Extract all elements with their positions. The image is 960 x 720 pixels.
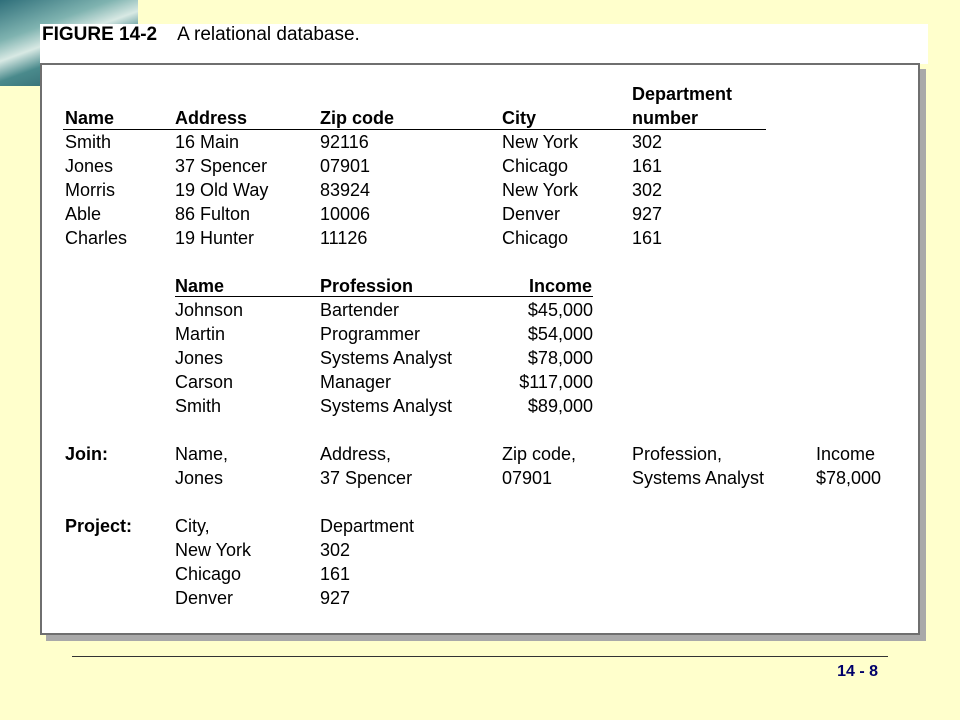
table2-cell: $54,000 — [527, 324, 593, 344]
join-header: Address, — [320, 444, 392, 464]
table2-cell: Systems Analyst — [320, 348, 453, 368]
table1-header-rule — [63, 129, 766, 130]
table1-cell: 92116 — [320, 132, 369, 152]
table1-cell: 16 Main — [175, 132, 240, 152]
join-cell: Jones — [175, 468, 224, 488]
table1-cell: 83924 — [320, 180, 371, 200]
table1-cell: 302 — [632, 180, 663, 200]
table2-cell: $45,000 — [527, 300, 593, 320]
join-cell: Systems Analyst — [632, 468, 765, 488]
table2-cell: Johnson — [175, 300, 244, 320]
project-header: Department — [320, 516, 415, 536]
project-label: Project: — [65, 516, 133, 536]
table2-header-rule — [175, 296, 593, 297]
project-cell: Chicago — [175, 564, 242, 584]
table2-cell: Smith — [175, 396, 222, 416]
table1-header-name: Name — [65, 108, 115, 128]
slide-number: 14 - 8 — [837, 663, 878, 680]
figure-title: A relational database. — [177, 24, 360, 45]
table1-cell: 10006 — [320, 204, 371, 224]
table1-cell: Jones — [65, 156, 114, 176]
table1-cell: 11126 — [320, 228, 368, 248]
table2-header-name: Name — [175, 276, 225, 296]
table2-cell: $89,000 — [527, 396, 593, 416]
table2-cell: $78,000 — [527, 348, 593, 368]
table1-cell: 19 Hunter — [175, 228, 255, 248]
table1-cell: 37 Spencer — [175, 156, 268, 176]
figure-caption — [42, 24, 360, 46]
project-cell: 302 — [320, 540, 351, 560]
join-header: Name, — [175, 444, 229, 464]
join-cell: 37 Spencer — [320, 468, 413, 488]
table2-cell: $117,000 — [519, 372, 593, 392]
table1-header-number: number — [632, 108, 699, 128]
table1-cell: 161 — [632, 156, 663, 176]
table2-cell: Bartender — [320, 300, 400, 320]
table1-cell: New York — [502, 132, 579, 152]
table2-cell: Martin — [175, 324, 226, 344]
project-cell: 161 — [320, 564, 351, 584]
table2-cell: Manager — [320, 372, 392, 392]
table2-cell: Systems Analyst — [320, 396, 453, 416]
table1-cell: Chicago — [502, 228, 569, 248]
table1-cell: Able — [65, 204, 102, 224]
join-label: Join: — [65, 444, 108, 464]
figure-label: FIGURE 14-2 — [42, 24, 158, 45]
table1-cell: 927 — [632, 204, 663, 224]
project-cell: New York — [175, 540, 252, 560]
table2-header-income: Income — [528, 276, 592, 296]
table2-header-profession: Profession — [320, 276, 414, 296]
project-header: City, — [175, 516, 210, 536]
table1-cell: 161 — [632, 228, 663, 248]
join-header: Zip code, — [502, 444, 577, 464]
project-cell: 927 — [320, 588, 351, 608]
join-header: Profession, — [632, 444, 723, 464]
table1-cell: 86 Fulton — [175, 204, 251, 224]
table1-cell: Morris — [65, 180, 115, 200]
table1-cell: Charles — [65, 228, 128, 248]
project-cell: Denver — [175, 588, 234, 608]
table2-cell: Carson — [175, 372, 234, 392]
table1-cell: 07901 — [320, 156, 371, 176]
table1-cell: New York — [502, 180, 579, 200]
table1-header-address: Address — [175, 108, 248, 128]
table1-header-city: City — [502, 108, 537, 128]
join-cell: 07901 — [502, 468, 553, 488]
table2-cell: Programmer — [320, 324, 421, 344]
table2-cell: Jones — [175, 348, 224, 368]
table1-cell: Smith — [65, 132, 112, 152]
join-header: Income — [816, 444, 876, 464]
table1-cell: Chicago — [502, 156, 569, 176]
join-cell: $78,000 — [816, 468, 882, 488]
table1-cell: 19 Old Way — [175, 180, 269, 200]
footer-divider — [72, 656, 888, 657]
table1-cell: 302 — [632, 132, 663, 152]
table1-header-zip: Zip code — [320, 108, 395, 128]
table1-header-department: Department — [632, 84, 733, 104]
table1-cell: Denver — [502, 204, 561, 224]
